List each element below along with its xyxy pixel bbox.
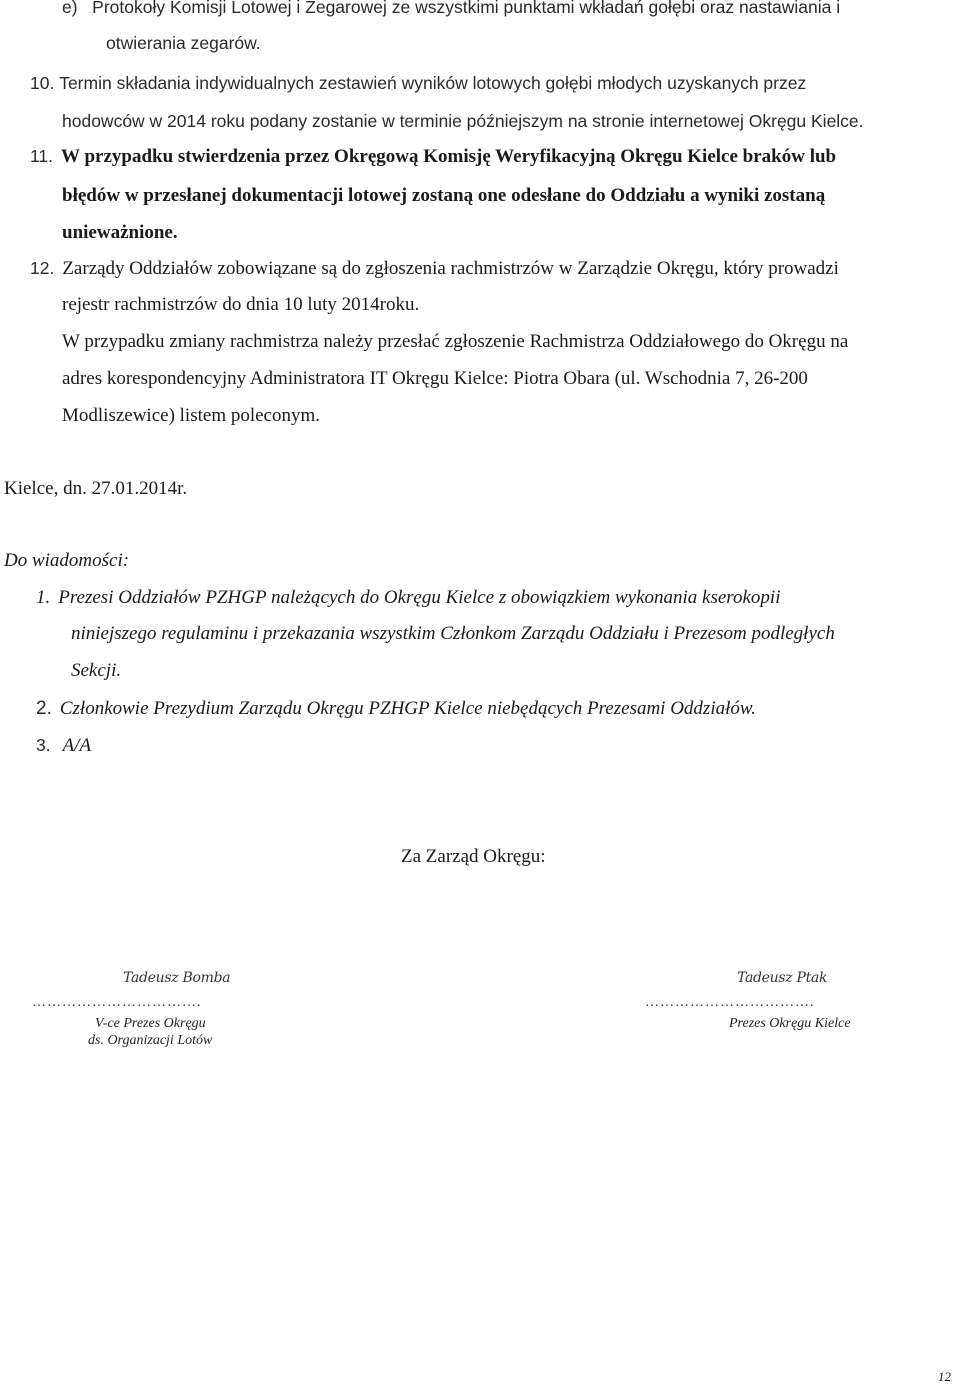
item-12-line1 [30, 258, 839, 280]
page-number: 12 [938, 1369, 951, 1384]
distribution-item-2-line1 [36, 698, 756, 720]
distribution-item-2-number: 2. [36, 698, 52, 719]
item-12-text1: Zarządy Oddziałów zobowiązane są do zgłoszenia rachmistrzów w Zarządzie Okręgu, który prowadzi [62, 258, 839, 279]
distribution-item-2-text1: Członkowie Prezydium Zarządu Okręgu PZHGP Kielce niebędących Prezesami Oddziałów. [59, 698, 756, 719]
item-e-marker: e) [62, 0, 78, 17]
item-12-number: 12. [30, 258, 55, 278]
item-11-number: 11. [30, 146, 54, 166]
item-10-text1: Termin składania indywidualnych zestawień wyników lotowych gołębi młodych uzyskanych przez [59, 73, 807, 93]
item-10-number: 10. [30, 73, 55, 93]
date-line: Kielce, dn. 27.01.2014r. [4, 478, 188, 499]
right-signature-name: Tadeusz Ptak [737, 970, 828, 986]
distribution-item-1-line1 [36, 587, 780, 609]
distribution-item-1-line3: Sekcji. [71, 660, 122, 681]
distribution-item-3-text1: A/A [62, 735, 92, 756]
item-e-line2: otwierania zegarów. [106, 33, 261, 53]
item-12-para-line1: W przypadku zmiany rachmistrza należy przesłać zgłoszenie Rachmistrza Oddziałowego do Okręgu na [62, 331, 849, 352]
item-11-line2: błędów w przesłanej dokumentacji lotowej zostaną one odesłane do Oddziału a wyniki zostaną [62, 185, 826, 206]
left-signature-name: Tadeusz Bomba [123, 970, 231, 986]
right-signature-dots: ……………………………. [645, 995, 815, 1010]
item-e-line1 [62, 0, 840, 18]
distribution-item-1-line2: niniejszego regulaminu i przekazania wszystkim Członkom Zarządu Oddziału i Prezesom podległych [71, 623, 835, 644]
item-12-para-line2: adres korespondencyjny Administratora IT Okręgu Kielce: Piotra Obara (ul. Wschodnia 7, 26-200 [62, 368, 808, 389]
item-11-line3: unieważnione. [62, 222, 178, 243]
right-signature-title1: Prezes Okręgu Kielce [729, 1016, 851, 1031]
distribution-item-3-number: 3. [36, 735, 51, 755]
item-e-text1: Protokoły Komisji Lotowej i Zegarowej ze wszystkimi punktami wkładań gołębi oraz nastawiania i [92, 0, 841, 17]
item-12-line2: rejestr rachmistrzów do dnia 10 luty 2014roku. [62, 294, 420, 315]
distribution-item-1-number: 1. [36, 587, 51, 608]
left-signature-dots: ……………………………. [32, 995, 202, 1010]
distribution-item-3-line1 [36, 735, 91, 757]
item-10-line2: hodowców w 2014 roku podany zostanie w terminie późniejszym na stronie internetowej Okręgu Kielce. [62, 111, 864, 131]
item-11-line1 [30, 146, 836, 168]
distribution-item-1-text1: Prezesi Oddziałów PZHGP należących do Okręgu Kielce z obowiązkiem wykonania kserokopii [58, 587, 781, 608]
board-label: Za Zarząd Okręgu: [401, 846, 546, 867]
item-10-line1 [30, 73, 806, 94]
distribution-heading: Do wiadomości: [4, 550, 130, 571]
left-signature-title1: V-ce Prezes Okręgu [95, 1016, 206, 1031]
item-11-text1: W przypadku stwierdzenia przez Okręgową Komisję Weryfikacyjną Okręgu Kielce braków lub [61, 146, 837, 167]
item-12-para-line3: Modliszewice) listem poleconym. [62, 405, 321, 426]
left-signature-title2: ds. Organizacji Lotów [88, 1033, 213, 1048]
